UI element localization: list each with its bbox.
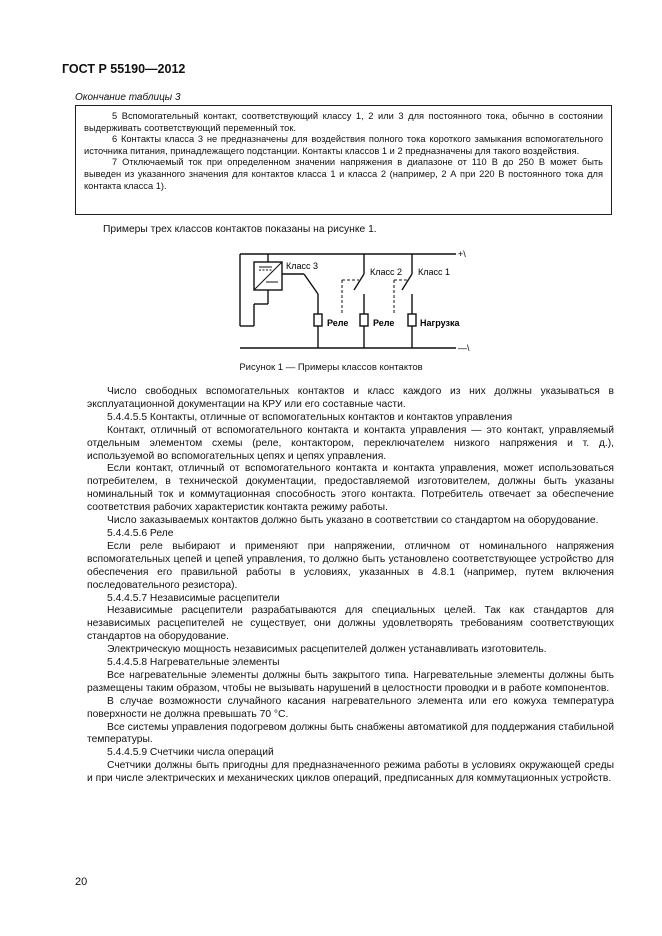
paragraph: Контакт, отличный от вспомогательного контакта и контакта управления — это контакт, управляемый отдельным элементом схемы (реле, контактором, переключателем низкого напряжения и т. д.), используемой во вспомогательных цепях и цепях управления. xyxy=(87,424,614,462)
paragraph: Если реле выбирают и применяют при напряжении, отличном от номинального напряжения вспомогательных цепей и цепей управления, то должно быть установлено соответствующее устройство для обеспечения его правильной работы в условиях, указанных в 4.8.1 (например, путем включения последовательного резистора). xyxy=(87,540,614,591)
figure-caption: Рисунок 1 — Примеры классов контактов xyxy=(239,362,423,373)
body-text xyxy=(87,386,614,786)
minus-bus-label: —\ xyxy=(458,343,470,353)
relay2-label: Реле xyxy=(373,318,395,328)
paragraph: Счетчики должны быть пригодны для предназначенного режима работы в условиях окружающей среды и при числе электрических и механических циклов операций, предписанных для коммутационных устройств. xyxy=(87,760,614,785)
class1-label: Класс 1 xyxy=(418,267,451,277)
plus-bus-label: +\ xyxy=(458,249,466,259)
load-element xyxy=(408,314,416,326)
paragraph: Число свободных вспомогательных контактов и класс каждого из них должны указываться в эксплуатационной документации на КРУ или его составные части. xyxy=(87,386,614,410)
paragraph: Число заказываемых контактов должно быть указано в соответствии со стандартом на оборудование. xyxy=(107,515,599,527)
relay2-coil xyxy=(360,314,368,326)
section-heading: 5.4.4.5.6 Реле xyxy=(107,527,174,539)
paragraph: Электрическую мощность независимых расцепителей должен устанавливать изготовитель. xyxy=(107,644,547,656)
paragraph: Все системы управления подогревом должны быть снабжены автоматикой для поддержания стабильной температуры. xyxy=(87,721,614,746)
note-item: 7 Отключаемый ток при определенном значении напряжения в диапазоне от 110 В до 250 В может быть выведен из указанного значения для контактов класса 1 и класса 2 (например, 2 А при 220 В постоянного тока для контакта класса 1). xyxy=(84,157,603,191)
load-label: Нагрузка xyxy=(420,318,460,328)
section-heading: 5.4.4.5.7 Независимые расцепители xyxy=(107,592,280,604)
section-heading: 5.4.4.5.5 Контакты, отличные от вспомогательных контактов и контактов управления xyxy=(107,411,513,423)
note-item: 6 Контакты класса 3 не предназначены для воздействия полного тока короткого замыкания вспомогательного источника питания, принадлежащего подстанции. Контакты классов 1 и 2 предназначены для такого воздействия. xyxy=(84,134,603,156)
section-heading: 5.4.4.5.8 Нагревательные элементы xyxy=(107,657,280,669)
figure-intro: Примеры трех классов контактов показаны на рисунке 1. xyxy=(103,224,377,235)
paragraph: В случае возможности случайного касания нагревательного элемента или его кожуха температура поверхности не должна превышать 70 °С. xyxy=(87,695,614,720)
page-header: ГОСТ Р 55190—2012 xyxy=(62,62,186,76)
table-notes-box xyxy=(75,105,612,215)
paragraph: Независимые расцепители разрабатываются для специальных целей. Так как стандартов для независимых расцепителей не существует, они должны удовлетворять требованиям соответствующих стандартов на оборудование. xyxy=(87,605,614,643)
relay1-label: Реле xyxy=(327,318,349,328)
paragraph: Если контакт, отличный от вспомогательного контакта и контакта управления, может использоваться потребителем, в технической документации, предоставляемой изготовителем, должны быть указаны номинальный ток и коммутационная способность этого контакта. Потребитель отвечает за обеспечение соответствия рабочих характеристик контакта режиму работы. xyxy=(87,463,614,514)
note-item: 5 Вспомогательный контакт, соответствующий классу 1, 2 или 3 для постоянного тока, обычно в состоянии выдерживать соответствующий переменный ток. xyxy=(84,111,603,133)
table-continuation-caption: Окончание таблицы 3 xyxy=(75,92,181,103)
section-heading: 5.4.4.5.9 Счетчики числа операций xyxy=(107,747,274,759)
class2-label: Класс 2 xyxy=(370,267,403,277)
paragraph: Все нагревательные элементы должны быть закрытого типа. Нагревательные элементы должны быть размещены таким образом, чтобы не вызывать нарушений в целостности проводки и в работе компонентов. xyxy=(87,669,614,694)
contact-classes-diagram xyxy=(234,244,474,356)
page-number: 20 xyxy=(75,876,88,888)
relay1-coil xyxy=(314,314,322,326)
class3-label: Класс 3 xyxy=(286,261,319,271)
